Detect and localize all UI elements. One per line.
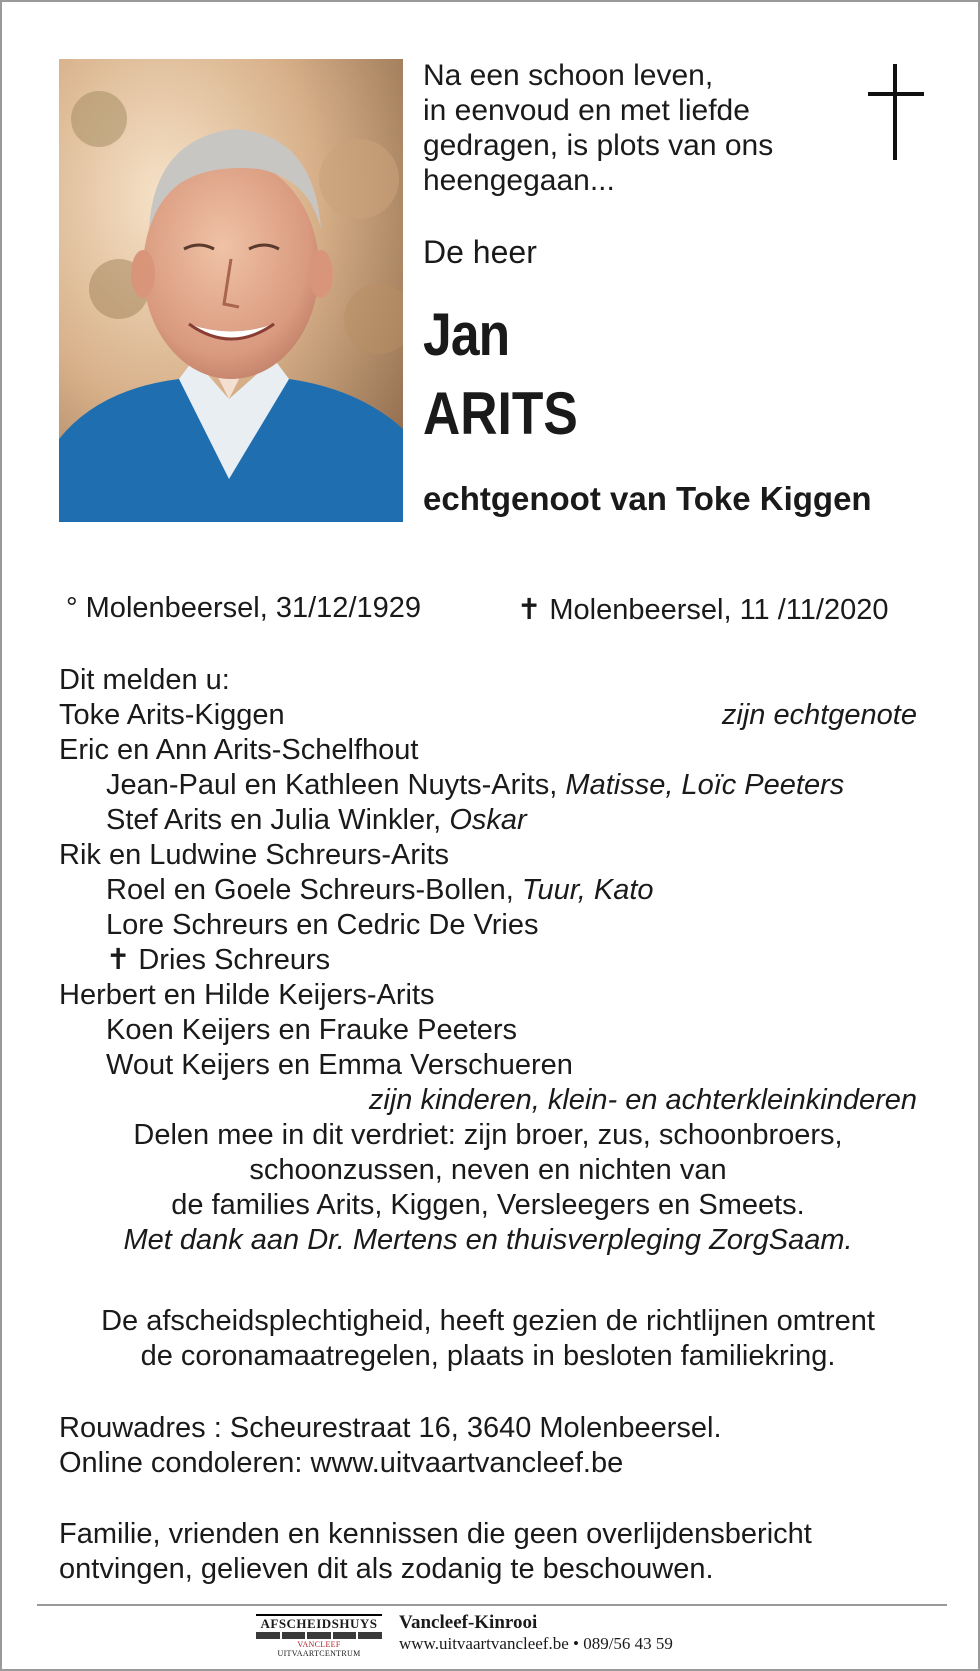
grandchildren-names: Tuur, Kato — [521, 874, 654, 906]
ceremony-text — [59, 1304, 917, 1374]
ceremony-line: de coronamaatregelen, plaats in besloten familiekring. — [140, 1340, 836, 1372]
family-line — [59, 803, 917, 838]
first-name: Jan — [423, 301, 510, 368]
relation-label: zijn kinderen, klein- en achterkleinkinderen — [368, 1084, 917, 1116]
logo-subtitle: VANCLEEF UITVAARTCENTRUM — [277, 1640, 361, 1658]
notice-line: Familie, vrienden en kennissen die geen overlijdensbericht — [59, 1518, 812, 1550]
logo-title: AFSCHEIDSHUYS — [256, 1614, 382, 1631]
family-line: Wout Keijers en Emma Verschueren — [106, 1049, 573, 1081]
grandchildren-names: Oskar — [449, 804, 527, 836]
funeral-home-logo — [256, 1614, 382, 1658]
family-line: Rik en Ludwine Schreurs-Arits — [59, 839, 450, 871]
logo-bar — [256, 1632, 382, 1639]
ceremony-line: De afscheidsplechtigheid, heeft gezien de richtlijnen omtrent — [101, 1305, 875, 1337]
funeral-home-contact: www.uitvaartvancleef.be • 089/56 43 59 — [399, 1634, 673, 1653]
family-line: Eric en Ann Arits-Schelfhout — [59, 734, 419, 766]
notice-line: ontvingen, gelieven dit als zodanig te beschouwen. — [59, 1553, 714, 1585]
family-names: Roel en Goele Schreurs-Bollen, — [106, 874, 522, 906]
last-name: ARITS — [423, 380, 578, 447]
family-line: ✝ Dries Schreurs — [106, 944, 331, 976]
footer-divider — [37, 1604, 947, 1606]
family-line — [59, 768, 917, 803]
funeral-home-name: Vancleef-Kinrooi — [399, 1612, 538, 1633]
grandchildren-names: Matisse, Loïc Peeters — [565, 769, 845, 801]
contact-text — [59, 1411, 917, 1481]
share-line: schoonzussen, neven en nichten van — [249, 1154, 727, 1186]
portrait-illustration — [59, 59, 403, 522]
online-condolence-line: Online condoleren: www.uitvaartvancleef.be — [59, 1447, 624, 1479]
family-line — [59, 698, 917, 733]
family-line: Koen Keijers en Frauke Peeters — [106, 1014, 518, 1046]
thanks-line: Met dank aan Dr. Mertens en thuisverpleging ZorgSaam. — [123, 1224, 853, 1256]
honorific: De heer — [423, 234, 537, 270]
family-line: Herbert en Hilde Keijers-Arits — [59, 979, 435, 1011]
death-info: ✝ Molenbeersel, 11 /11/2020 — [517, 594, 889, 626]
share-line: Delen mee in dit verdriet: zijn broer, zus, schoonbroers, — [133, 1119, 843, 1151]
family-line — [59, 873, 917, 908]
share-line: de families Arits, Kiggen, Versleegers en Smeets. — [171, 1189, 805, 1221]
intro-text: Na een schoon leven, in eenvoud en met liefde gedragen, is plots van ons heengegaan... — [423, 59, 774, 197]
family-names: Stef Arits en Julia Winkler, — [106, 804, 450, 836]
birth-info: ° Molenbeersel, 31/12/1929 — [66, 592, 422, 624]
cross-icon — [868, 64, 924, 160]
portrait-photo — [59, 59, 403, 522]
relation-label: zijn echtgenote — [721, 699, 917, 731]
spouse-name: Toke Arits-Kiggen — [59, 699, 285, 731]
family-list — [59, 663, 917, 1258]
family-line: Lore Schreurs en Cedric De Vries — [106, 909, 539, 941]
spouse-line: echtgenoot van Toke Kiggen — [423, 480, 872, 517]
address-line: Rouwadres : Scheurestraat 16, 3640 Molenbeersel. — [59, 1412, 722, 1444]
notice-text — [59, 1517, 917, 1587]
family-names: Jean-Paul en Kathleen Nuyts-Arits, — [106, 769, 566, 801]
announce-line: Dit melden u: — [59, 664, 230, 696]
